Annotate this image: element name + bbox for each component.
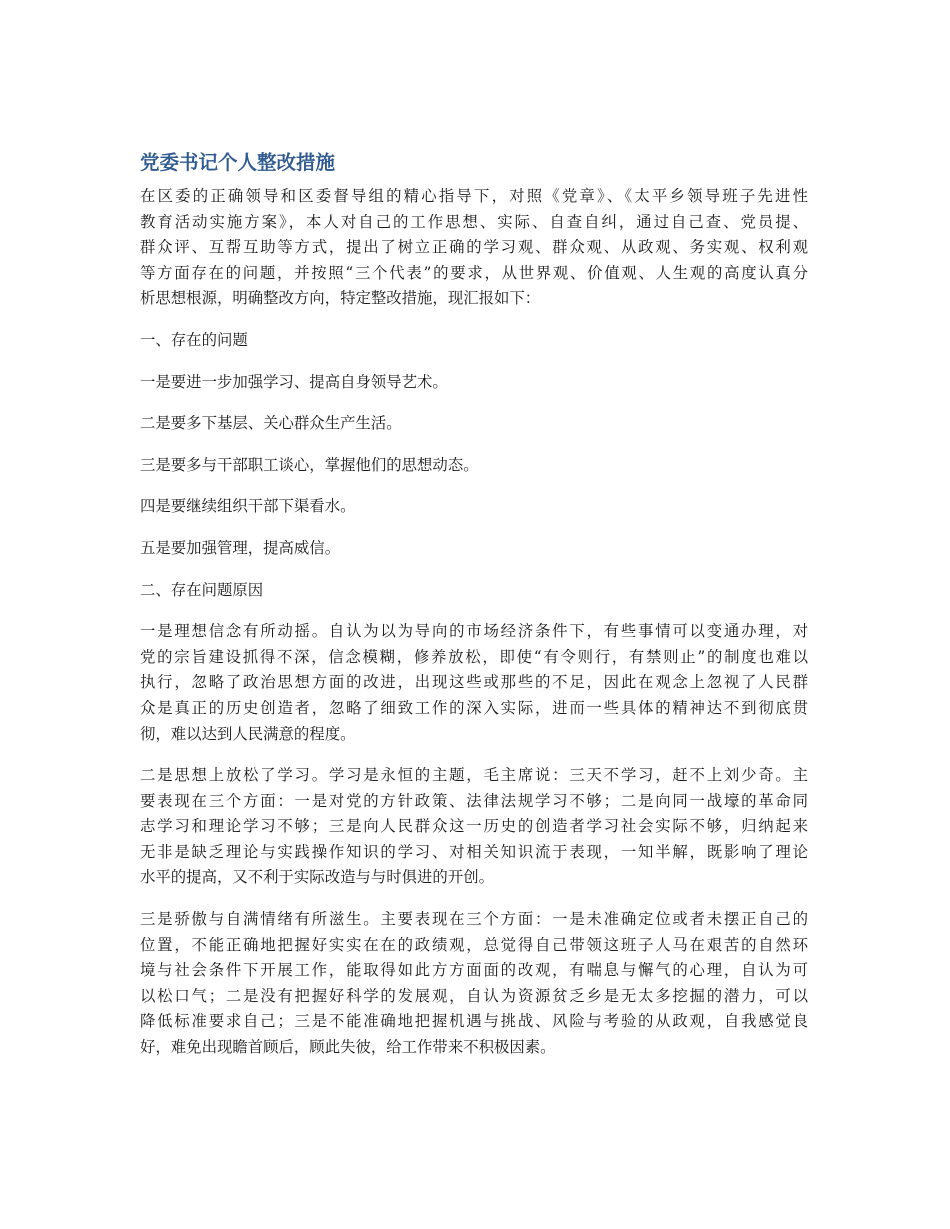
problem-item: 五是要加强管理，提高威信。 bbox=[140, 538, 341, 557]
text-line: 无非是缺乏理论与实践操作知识的学习、对相关知识流于表现，一知半解，既影响了理论 bbox=[140, 842, 808, 861]
section-heading-problems: 一、存在的问题 bbox=[140, 330, 248, 349]
cause-paragraph-3 bbox=[140, 907, 808, 1061]
text-line: 位置，不能正确地把握好实实在在的政绩观，总觉得自己带领这班子人马在艰苦的自然环 bbox=[140, 935, 808, 954]
text-line: 析思想根源，明确整改方向，特定整改措施，现汇报如下： bbox=[140, 289, 541, 308]
document-page bbox=[140, 148, 808, 1077]
text-line: 教育活动实施方案》，本人对自己的工作思想、实际、自查自纠，通过自己查、党员提、 bbox=[140, 212, 808, 231]
text-line: 二是思想上放松了学习。学习是永恒的主题，毛主席说：三天不学习，赶不上刘少奇。主 bbox=[140, 766, 808, 785]
intro-paragraph bbox=[140, 184, 808, 312]
document-title: 党委书记个人整改措施 bbox=[140, 151, 336, 174]
text-line: 彻，难以达到人民满意的程度。 bbox=[140, 724, 356, 743]
text-line: 志学习和理论学习不够；三是向人民群众这一历史的创造者学习社会实际不够，归纳起来 bbox=[140, 817, 808, 836]
text-line: 境与社会条件下开展工作，能取得如此方方面面的改观，有喘息与懈气的心理，自认为可 bbox=[140, 961, 808, 980]
text-line: 好，难免出现瞻首顾后，顾此失彼，给工作带来不积极因素。 bbox=[140, 1038, 556, 1057]
text-line: 群众评、互帮互助等方式，提出了树立正确的学习观、群众观、从政观、务实观、权利观 bbox=[140, 238, 808, 257]
cause-paragraph-1 bbox=[140, 619, 808, 747]
text-line: 水平的提高，又不利于实际改造与与时俱进的开创。 bbox=[140, 868, 494, 887]
text-line: 要表现在三个方面：一是对党的方针政策、法律法规学习不够；二是向同一战壕的革命同 bbox=[140, 791, 808, 810]
problem-item: 一是要进一步加强学习、提高自身领导艺术。 bbox=[140, 372, 448, 391]
text-line: 等方面存在的问题，并按照“三个代表”的要求，从世界观、价值观、人生观的高度认真分 bbox=[140, 263, 808, 282]
text-line: 三是骄傲与自满情绪有所滋生。主要表现在三个方面：一是未准确定位或者未摆正自己的 bbox=[140, 910, 808, 929]
text-line: 执行，忽略了政治思想方面的改进，出现这些或那些的不足，因此在观念上忽视了人民群 bbox=[140, 673, 808, 692]
text-line: 以松口气；二是没有把握好科学的发展观，自认为资源贫乏乡是无太多挖掘的潜力，可以 bbox=[140, 986, 808, 1005]
text-line: 一是理想信念有所动摇。自认为以为导向的市场经济条件下，有些事情可以变通办理，对 bbox=[140, 622, 808, 641]
text-line: 在区委的正确领导和区委督导组的精心指导下，对照《党章》、《太平乡领导班子先进性 bbox=[140, 187, 808, 205]
section-heading-causes: 二、存在问题原因 bbox=[140, 580, 264, 599]
problem-item: 四是要继续组织干部下渠看水。 bbox=[140, 497, 356, 516]
problem-item: 二是要多下基层、关心群众生产生活。 bbox=[140, 414, 402, 433]
problem-item: 三是要多与干部职工谈心，掌握他们的思想动态。 bbox=[140, 455, 479, 474]
text-line: 党的宗旨建设抓得不深，信念模糊，修养放松，即使“有令则行，有禁则止”的制度也难以 bbox=[140, 647, 808, 666]
cause-paragraph-2 bbox=[140, 763, 808, 891]
text-line: 众是真正的历史创造者，忽略了细致工作的深入实际，进而一些具体的精神达不到彻底贯 bbox=[140, 698, 808, 717]
text-line: 降低标准要求自己；三是不能准确地把握机遇与挑战、风险与考验的从政观，自我感觉良 bbox=[140, 1012, 808, 1031]
